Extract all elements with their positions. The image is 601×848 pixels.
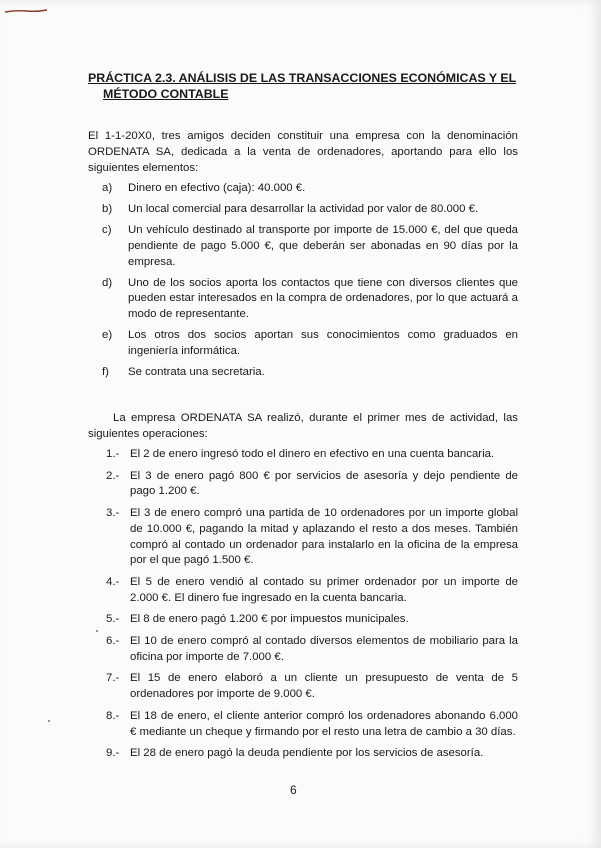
list-marker: 1.- xyxy=(106,448,120,460)
list-text: El 18 de enero, el cliente anterior compró los ordenadores abonando 6.000 € mediante un cheque y firmando por el resto una letra de cambio a 30 días. xyxy=(130,709,518,738)
list-item xyxy=(88,506,518,569)
list-text: Dinero en efectivo (caja): 40.000 €. xyxy=(128,182,306,194)
list-marker: e) xyxy=(102,329,113,342)
list-marker: 5.- xyxy=(106,613,120,626)
list-text: Los otros dos socios aportan sus conocimientos como graduados en ingeniería informática. xyxy=(128,329,518,357)
contributions-list xyxy=(88,181,518,386)
operations-intro xyxy=(88,410,518,442)
intro-paragraph: El 1-1-20X0, tres amigos deciden constituir una empresa con la denominación ORDENATA SA, dedicada a la venta de ordenadores, aportando para ello los siguientes elementos: xyxy=(88,130,518,174)
list-item xyxy=(88,634,518,666)
list-text: El 2 de enero ingresó todo el dinero en efectivo en una cuenta bancaria. xyxy=(130,448,495,460)
list-item xyxy=(88,671,518,703)
list-marker: d) xyxy=(102,276,113,289)
list-text: El 8 de enero pagó 1.200 € por impuestos municipales. xyxy=(130,613,409,626)
list-marker: 2.- xyxy=(106,469,120,482)
list-marker: c) xyxy=(102,224,112,237)
list-item xyxy=(88,447,518,463)
scan-speck xyxy=(96,630,98,632)
list-item xyxy=(88,181,518,197)
list-item xyxy=(88,202,518,218)
list-text: El 15 de enero elaboró a un cliente un presupuesto de venta de 5 ordenadores por importe de 9.000 €. xyxy=(130,672,518,701)
operations-list xyxy=(88,447,518,768)
list-text: El 5 de enero vendió al contado su primer ordenador por un importe de 2.000 €. El dinero fue ingresado en la cuenta bancaria. xyxy=(130,575,518,604)
list-text: Se contrata una secretaria. xyxy=(128,365,265,378)
list-item xyxy=(88,328,518,359)
list-item xyxy=(88,709,518,741)
list-marker: 6.- xyxy=(106,634,120,647)
page-number: 6 xyxy=(290,783,297,797)
list-text: El 3 de enero compró una partida de 10 ordenadores por un importe global de 10.000 €, pagando la mitad y aplazando el resto a dos meses. También compró al contado un ordenador para instalarlo en la oficina de la empresa por el que pagó 1.500 €. xyxy=(130,506,518,567)
list-marker: a) xyxy=(102,182,113,194)
list-marker: b) xyxy=(102,203,113,216)
corner-pen-mark xyxy=(4,8,48,14)
list-item xyxy=(88,365,518,381)
list-text: Un local comercial para desarrollar la actividad por valor de 80.000 €. xyxy=(128,203,479,216)
list-item xyxy=(88,223,518,270)
list-item xyxy=(88,612,518,628)
practice-title xyxy=(88,70,518,102)
list-marker: 4.- xyxy=(106,575,120,588)
list-marker: 9.- xyxy=(106,747,120,760)
operations-intro-text: La empresa ORDENATA SA realizó, durante el primer mes de actividad, las siguientes operaciones: xyxy=(88,412,518,440)
list-marker: f) xyxy=(102,365,109,378)
list-item xyxy=(88,276,518,323)
list-item xyxy=(88,469,518,501)
list-text: Un vehículo destinado al transporte por importe de 15.000 €, del que queda pendiente de pago 5.000 €, que deberán ser abonadas en 90 días por la empresa. xyxy=(128,224,518,268)
scan-speck xyxy=(48,720,50,722)
list-text: El 10 de enero compró al contado diversos elementos de mobiliario para la oficina por importe de 7.000 €. xyxy=(130,634,518,663)
list-text: El 28 de enero pagó la deuda pendiente por los servicios de asesoría. xyxy=(130,747,484,760)
title-line-2: MÉTODO CONTABLE xyxy=(103,87,229,101)
list-marker: 8.- xyxy=(106,709,120,722)
list-marker: 3.- xyxy=(106,506,120,519)
list-text: El 3 de enero pagó 800 € por servicios de asesoría y dejo pendiente de pago 1.200 €. xyxy=(130,469,518,498)
title-line-1: PRÁCTICA 2.3. ANÁLISIS DE LAS TRANSACCIONES ECONÓMICAS Y EL xyxy=(88,71,517,85)
list-marker: 7.- xyxy=(106,672,120,685)
list-text: Uno de los socios aporta los contactos que tiene con diversos clientes que pueden estar interesados en la compra de ordenadores, por lo que actuará a modo de representante. xyxy=(128,276,518,320)
list-item xyxy=(88,746,518,762)
list-item xyxy=(88,575,518,607)
